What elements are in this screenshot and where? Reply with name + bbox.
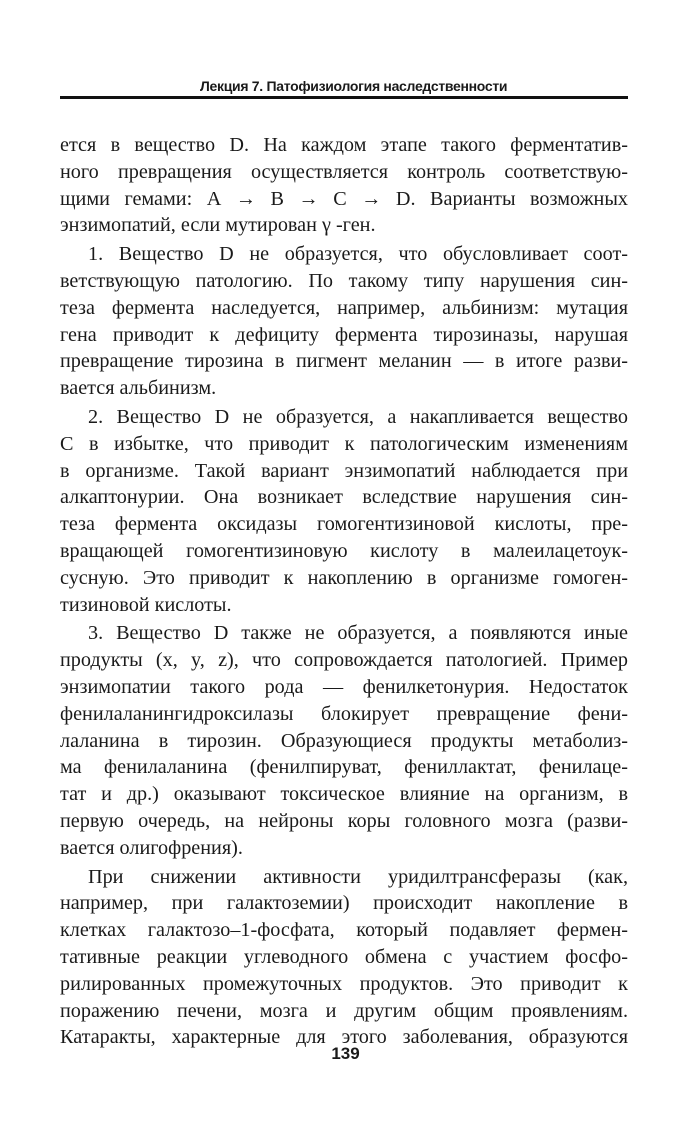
text-line: тизиновой кислоты. xyxy=(60,593,232,616)
text-line: превращение тирозина в пигмент меланин — в итоге разви- xyxy=(60,350,628,373)
text-line: тативные реакции углеводного обмена с участием фосфо- xyxy=(60,945,628,968)
text-line: 3. Вещество D также не образуется, а появляются иные xyxy=(88,622,628,645)
text-line: вается олигофрения). xyxy=(60,836,243,859)
text-line: ма фенилаланина (фенилпируват, фениллактат, фенилаце- xyxy=(60,756,628,779)
paragraph-item-1 xyxy=(60,241,628,402)
text-line: поражению печени, мозга и другим общим проявлениям. xyxy=(60,999,628,1022)
text-line: вращающей гомогентизиновую кислоту в малеилацетоук- xyxy=(60,539,628,562)
text-line: 1. Вещество D не образуется, что обусловливает соот- xyxy=(88,243,628,266)
paragraph-galactosemia xyxy=(60,864,628,1052)
text-line: 2. Вещество D не образуется, а накапливается вещество xyxy=(88,405,628,428)
paragraph-item-2 xyxy=(60,404,628,618)
text-line: клетках галактозо–1-фосфата, который подавляет фермен- xyxy=(60,919,628,942)
text-line: ветствующую патологию. По такому типу нарушения син- xyxy=(60,269,628,292)
text-line: продукты (x, y, z), что сопровождается патологией. Пример xyxy=(60,649,628,672)
text-line: теза фермента наследуется, например, альбинизм: мутация xyxy=(60,296,628,319)
text-line: энзимопатии такого рода — фенилкетонурия. Недостаток xyxy=(60,675,628,698)
text-line: лаланина в тирозин. Образующиеся продукты метаболиз- xyxy=(60,729,628,752)
text-line: С в избытке, что приводит к патологическим изменениям xyxy=(60,432,628,455)
text-line: например, при галактоземии) происходит накопление в xyxy=(60,892,628,915)
text-line: в организме. Такой вариант энзимопатий наблюдается при xyxy=(60,459,628,482)
text-line: гена приводит к дефициту фермента тирозиназы, нарушая xyxy=(60,323,628,346)
text-line: сусную. Это приводит к накоплению в организме гомоген- xyxy=(60,566,628,589)
text-line: вается альбинизм. xyxy=(60,377,217,400)
header-rule xyxy=(60,96,628,99)
page-number: 139 xyxy=(331,1044,360,1063)
text-line: ется в вещество D. На каждом этапе такого ферментатив- xyxy=(60,134,628,156)
text-line: При снижении активности уридилтрансферазы (как, xyxy=(88,865,628,888)
text-line: теза фермента оксидазы гомогентизиновой кислоты, пре- xyxy=(60,513,628,536)
text-line: рилированных промежуточных продуктов. Это приводит к xyxy=(60,972,628,995)
text-line: щими гемами: А → В → С → D. Варианты возможных xyxy=(60,187,628,210)
running-title: Лекция 7. Патофизиология наследственности xyxy=(200,78,508,94)
text-line: алкаптонурии. Она возникает вследствие нарушения син- xyxy=(60,486,628,509)
text-line: ного превращения осуществляется контроль соответствую- xyxy=(60,160,628,183)
paragraph-continuation xyxy=(60,132,628,239)
text-line: энзимопатий, если мутирован γ -ген. xyxy=(60,214,376,237)
text-line: фенилаланингидроксилазы блокирует превращение фени- xyxy=(60,702,628,725)
text-line: тат и др.) оказывают токсическое влияние на организм, в xyxy=(60,783,628,806)
text-line: первую очередь, на нейроны коры головного мозга (разви- xyxy=(60,809,628,832)
paragraph-item-3 xyxy=(60,620,628,861)
text-line: Катаракты, характерные для этого заболевания, образуются xyxy=(60,1026,628,1049)
page-body xyxy=(60,132,628,1051)
